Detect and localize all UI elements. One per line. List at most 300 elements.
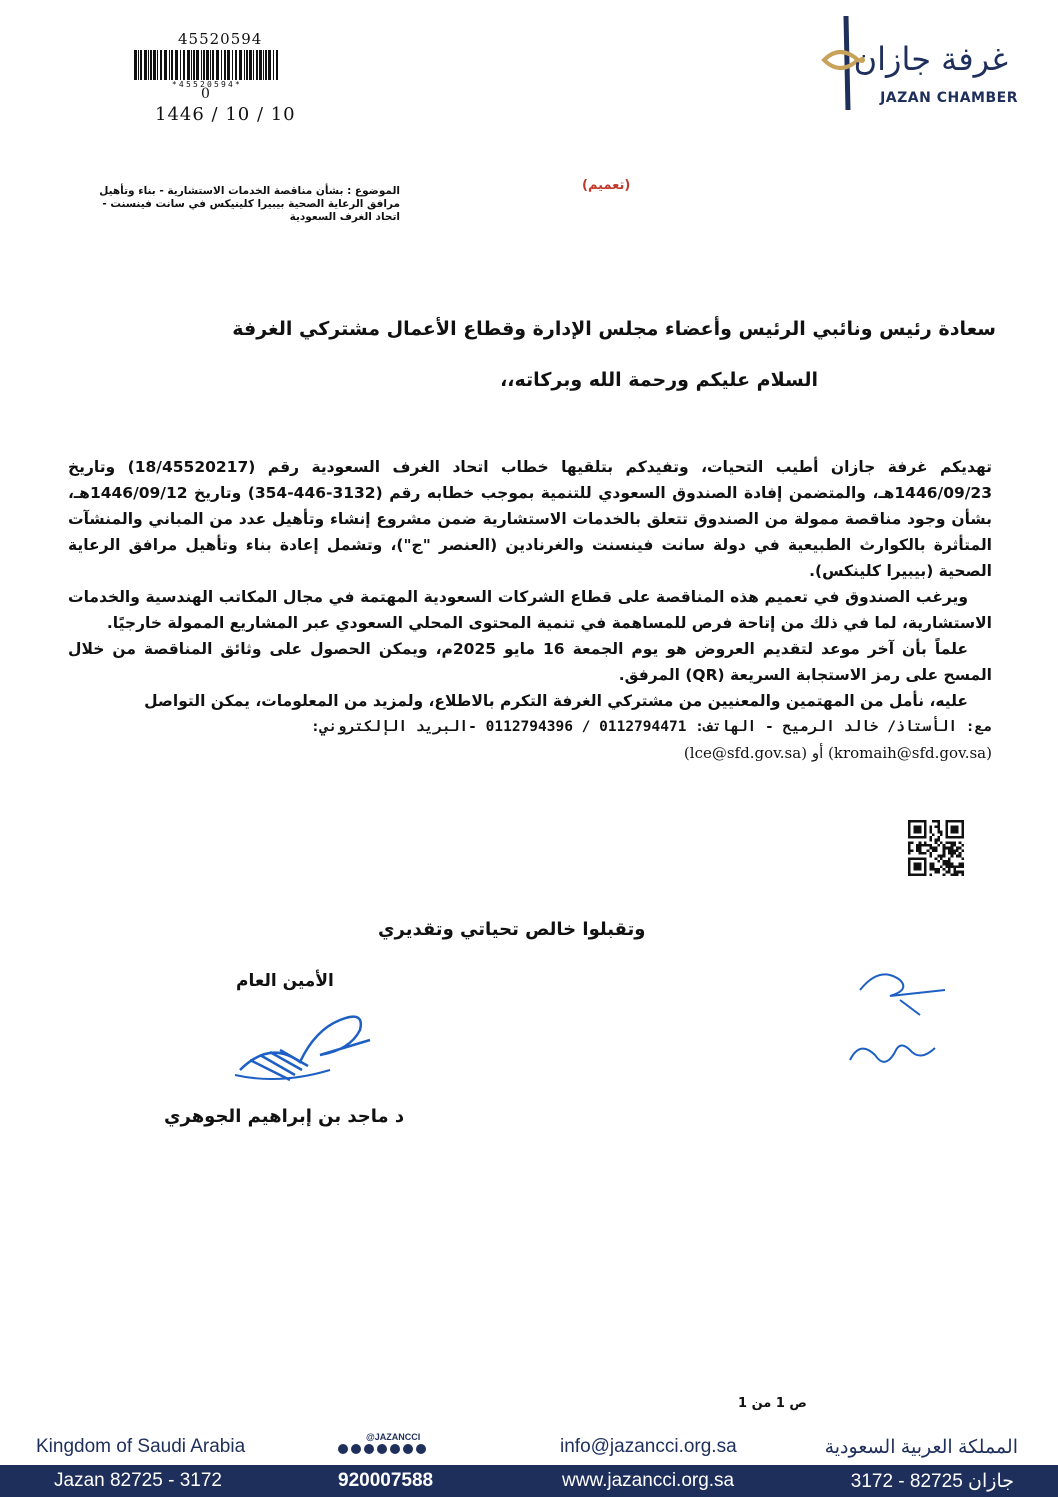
- qr-cell: [961, 825, 964, 828]
- linkedin-icon[interactable]: [416, 1444, 426, 1454]
- qr-cell: [951, 841, 954, 844]
- qr-cell: [959, 820, 962, 823]
- qr-cell: [959, 863, 962, 866]
- qr-cell: [929, 825, 932, 828]
- qr-cell: [937, 828, 940, 831]
- qr-code[interactable]: [908, 820, 964, 876]
- qr-cell: [916, 847, 919, 850]
- qr-cell: [916, 857, 919, 860]
- snapchat-icon[interactable]: [351, 1444, 361, 1454]
- qr-cell: [953, 852, 956, 855]
- qr-cell: [961, 820, 964, 823]
- qr-cell: [908, 868, 911, 871]
- qr-cell: [948, 820, 951, 823]
- qr-cell: [953, 828, 956, 831]
- qr-cell: [937, 844, 940, 847]
- qr-cell: [935, 847, 938, 850]
- qr-cell: [919, 865, 922, 868]
- addressee: سعادة رئيس ونائبي الرئيس وأعضاء مجلس الإدارة وقطاع الأعمال مشتركي الغرفة: [232, 318, 996, 340]
- qr-cell: [916, 844, 919, 847]
- barcode: [132, 50, 282, 80]
- qr-cell: [935, 849, 938, 852]
- qr-cell: [937, 820, 940, 823]
- x-icon[interactable]: [390, 1444, 400, 1454]
- subject-line: الموضوع : بشأن مناقصة الخدمات الاستشارية - بناء وتأهيل: [99, 185, 400, 197]
- qr-cell: [908, 873, 911, 876]
- qr-cell: [913, 868, 916, 871]
- facebook-icon[interactable]: [364, 1444, 374, 1454]
- qr-cell: [943, 860, 946, 863]
- qr-cell: [916, 868, 919, 871]
- subject-block: [60, 185, 400, 224]
- qr-cell: [961, 849, 964, 852]
- qr-cell: [924, 865, 927, 868]
- qr-cell: [908, 871, 911, 874]
- qr-cell: [911, 836, 914, 839]
- copy-number: 0: [201, 86, 210, 102]
- qr-cell: [945, 847, 948, 850]
- qr-cell: [951, 847, 954, 850]
- barcode-bar: [235, 50, 237, 80]
- qr-cell: [919, 849, 922, 852]
- qr-cell: [908, 831, 911, 834]
- qr-cell: [932, 849, 935, 852]
- qr-cell: [956, 836, 959, 839]
- barcode-bar: [191, 50, 192, 80]
- qr-cell: [935, 820, 938, 823]
- qr-cell: [929, 865, 932, 868]
- barcode-bar: [138, 50, 139, 80]
- subject-line: اتحاد الغرف السعودية: [289, 211, 400, 223]
- qr-cell: [959, 836, 962, 839]
- logo-english-text: JAZAN CHAMBER: [880, 90, 1018, 106]
- barcode-bar: [263, 50, 264, 80]
- qr-cell: [911, 849, 914, 852]
- qr-cell: [961, 828, 964, 831]
- qr-cell: [929, 855, 932, 858]
- qr-cell: [940, 831, 943, 834]
- qr-cell: [916, 820, 919, 823]
- qr-cell: [919, 841, 922, 844]
- qr-cell: [945, 863, 948, 866]
- jazan-chamber-logo: [818, 14, 1028, 110]
- footer-country-ar: المملكة العربية السعودية: [824, 1437, 1018, 1458]
- barcode-bar: [196, 50, 199, 80]
- qr-cell: [953, 836, 956, 839]
- hijri-date: 1446 / 10 / 10: [155, 104, 296, 125]
- barcode-bar: [232, 50, 233, 80]
- subject-line: مرافق الرعاية الصحية بيبيرا كلينيكس في سانت فينسنت -: [102, 198, 400, 210]
- qr-cell: [929, 839, 932, 842]
- barcode-bar: [148, 50, 149, 80]
- footer-contact-row: [0, 1430, 1058, 1466]
- barcode-bar: [203, 50, 205, 80]
- qr-cell: [924, 820, 927, 823]
- qr-cell: [956, 849, 959, 852]
- barcode-bar: [175, 50, 178, 80]
- qr-cell: [916, 836, 919, 839]
- qr-cell: [945, 820, 948, 823]
- qr-cell: [908, 823, 911, 826]
- qr-cell: [932, 865, 935, 868]
- qr-cell: [916, 849, 919, 852]
- page-number: ص 1 من 1: [738, 1396, 807, 1411]
- qr-cell: [951, 852, 954, 855]
- qr-cell: [953, 873, 956, 876]
- footer-social-handle[interactable]: @JAZANCCI: [366, 1432, 421, 1442]
- qr-cell: [943, 844, 946, 847]
- greeting: السلام عليكم ورحمة الله وبركاته،،: [500, 369, 818, 391]
- qr-cell: [929, 873, 932, 876]
- qr-cell: [911, 857, 914, 860]
- qr-cell: [913, 873, 916, 876]
- qr-cell: [953, 831, 956, 834]
- qr-cell: [948, 857, 951, 860]
- qr-cell: [924, 836, 927, 839]
- qr-cell: [961, 836, 964, 839]
- qr-cell: [945, 836, 948, 839]
- qr-cell: [908, 820, 911, 823]
- qr-cell: [911, 873, 914, 876]
- barcode-bar: [246, 50, 248, 80]
- barcode-bar: [206, 50, 209, 80]
- qr-cell: [951, 831, 954, 834]
- qr-cell: [959, 847, 962, 850]
- barcode-bar: [150, 50, 152, 80]
- qr-cell: [951, 844, 954, 847]
- qr-cell: [940, 857, 943, 860]
- qr-cell: [911, 820, 914, 823]
- barcode-bar: [171, 50, 173, 80]
- barcode-bar: [256, 50, 258, 80]
- qr-cell: [929, 868, 932, 871]
- qr-cell: [924, 852, 927, 855]
- barcode-bar: [187, 50, 190, 80]
- youtube-icon[interactable]: [377, 1444, 387, 1454]
- qr-cell: [919, 857, 922, 860]
- qr-cell: [913, 820, 916, 823]
- qr-cell: [919, 873, 922, 876]
- qr-cell: [921, 844, 924, 847]
- qr-cell: [948, 863, 951, 866]
- qr-cell: [961, 873, 964, 876]
- circular-label: (تعميم): [582, 178, 631, 193]
- qr-cell: [913, 836, 916, 839]
- qr-cell: [919, 825, 922, 828]
- barcode-bar: [153, 50, 156, 80]
- qr-cell: [908, 865, 911, 868]
- qr-cell: [956, 847, 959, 850]
- barcode-bar: [157, 50, 158, 80]
- qr-cell: [919, 852, 922, 855]
- qr-cell: [937, 871, 940, 874]
- qr-cell: [937, 868, 940, 871]
- barcode-bar: [180, 50, 181, 80]
- qr-cell: [919, 831, 922, 834]
- qr-cell: [948, 865, 951, 868]
- barcode-bar: [140, 50, 142, 80]
- qr-cell: [924, 825, 927, 828]
- qr-cell: [908, 852, 911, 855]
- contact-emails[interactable]: (kromaih@sfd.gov.sa) أو (lce@sfd.gov.sa): [683, 744, 992, 762]
- qr-cell: [943, 847, 946, 850]
- qr-cell: [935, 868, 938, 871]
- qr-cell: [951, 849, 954, 852]
- qr-cell: [937, 831, 940, 834]
- qr-cell: [961, 823, 964, 826]
- qr-cell: [916, 863, 919, 866]
- qr-cell: [924, 857, 927, 860]
- qr-cell: [948, 871, 951, 874]
- qr-cell: [929, 863, 932, 866]
- qr-cell: [921, 873, 924, 876]
- barcode-bar: [253, 50, 254, 80]
- qr-cell: [929, 831, 932, 834]
- social-icons: [338, 1444, 426, 1454]
- qr-cell: [951, 865, 954, 868]
- qr-cell: [951, 855, 954, 858]
- barcode-bar: [212, 50, 214, 80]
- qr-cell: [961, 833, 964, 836]
- qr-cell: [908, 836, 911, 839]
- footer-email[interactable]: info@jazancci.org.sa: [560, 1436, 737, 1457]
- qr-cell: [935, 857, 938, 860]
- qr-cell: [919, 847, 922, 850]
- qr-cell: [940, 833, 943, 836]
- qr-cell: [924, 844, 927, 847]
- barcode-bar: [210, 50, 211, 80]
- qr-cell: [913, 831, 916, 834]
- barcode-bar: [249, 50, 252, 80]
- qr-cell: [913, 857, 916, 860]
- qr-cell: [929, 828, 932, 831]
- qr-cell: [924, 873, 927, 876]
- qr-cell: [961, 863, 964, 866]
- qr-cell: [916, 825, 919, 828]
- qr-cell: [929, 847, 932, 850]
- footer-country-en: Kingdom of Saudi Arabia: [36, 1436, 246, 1457]
- qr-cell: [948, 852, 951, 855]
- footer-website[interactable]: www.jazancci.org.sa: [562, 1470, 735, 1491]
- barcode-bar: [268, 50, 271, 80]
- qr-cell: [908, 847, 911, 850]
- barcode-bar: [239, 50, 242, 80]
- qr-cell: [913, 825, 916, 828]
- qr-cell: [961, 865, 964, 868]
- instagram-icon[interactable]: [338, 1444, 348, 1454]
- qr-cell: [929, 836, 932, 839]
- qr-cell: [948, 836, 951, 839]
- qr-cell: [948, 860, 951, 863]
- barcode-bar: [144, 50, 147, 80]
- qr-cell: [945, 871, 948, 874]
- qr-cell: [924, 863, 927, 866]
- qr-cell: [937, 836, 940, 839]
- barcode-bar: [164, 50, 167, 80]
- qr-cell: [951, 828, 954, 831]
- barcode-bar: [224, 50, 226, 80]
- initials-signature: [840, 960, 960, 1080]
- qr-cell: [959, 865, 962, 868]
- qr-cell: [932, 833, 935, 836]
- qr-cell: [948, 841, 951, 844]
- qr-cell: [919, 863, 922, 866]
- qr-cell: [953, 865, 956, 868]
- qr-cell: [956, 871, 959, 874]
- qr-cell: [940, 865, 943, 868]
- qr-cell: [937, 825, 940, 828]
- qr-cell: [940, 841, 943, 844]
- qr-cell: [916, 873, 919, 876]
- qr-cell: [919, 828, 922, 831]
- qr-cell: [932, 847, 935, 850]
- qr-cell: [961, 844, 964, 847]
- qr-cell: [943, 863, 946, 866]
- qr-cell: [921, 857, 924, 860]
- qr-cell: [916, 831, 919, 834]
- qr-cell: [937, 855, 940, 858]
- qr-cell: [908, 844, 911, 847]
- qr-cell: [945, 823, 948, 826]
- signatory-title: الأمين العام: [236, 971, 334, 991]
- qr-cell: [927, 849, 930, 852]
- qr-cell: [919, 820, 922, 823]
- barcode-digits: *45520594*: [171, 80, 243, 89]
- qr-cell: [924, 841, 927, 844]
- qr-cell: [937, 839, 940, 842]
- qr-cell: [921, 820, 924, 823]
- qr-cell: [916, 865, 919, 868]
- qr-cell: [932, 820, 935, 823]
- qr-cell: [959, 871, 962, 874]
- qr-cell: [953, 825, 956, 828]
- footer-bar: [0, 1465, 1058, 1497]
- barcode-bar: [193, 50, 195, 80]
- qr-cell: [951, 836, 954, 839]
- qr-cell: [959, 855, 962, 858]
- qr-cell: [943, 855, 946, 858]
- qr-cell: [924, 871, 927, 874]
- qr-cell: [953, 871, 956, 874]
- qr-cell: [953, 841, 956, 844]
- qr-cell: [924, 833, 927, 836]
- tiktok-icon[interactable]: [403, 1444, 413, 1454]
- qr-cell: [935, 825, 938, 828]
- qr-cell: [924, 831, 927, 834]
- qr-cell: [908, 860, 911, 863]
- qr-cell: [908, 833, 911, 836]
- qr-cell: [937, 823, 940, 826]
- qr-cell: [932, 863, 935, 866]
- qr-cell: [953, 844, 956, 847]
- qr-cell: [929, 852, 932, 855]
- qr-cell: [943, 873, 946, 876]
- barcode-bar: [244, 50, 245, 80]
- qr-cell: [948, 868, 951, 871]
- barcode-bar: [273, 50, 274, 80]
- qr-cell: [945, 860, 948, 863]
- secretary-general-signature: [230, 1000, 380, 1095]
- qr-cell: [956, 873, 959, 876]
- qr-cell: [908, 841, 911, 844]
- qr-cell: [948, 847, 951, 850]
- qr-cell: [908, 825, 911, 828]
- qr-cell: [919, 844, 922, 847]
- qr-cell: [924, 868, 927, 871]
- qr-cell: [924, 823, 927, 826]
- qr-cell: [908, 828, 911, 831]
- barcode-bar: [221, 50, 222, 80]
- barcode-bar: [134, 50, 137, 80]
- qr-cell: [959, 841, 962, 844]
- qr-cell: [908, 863, 911, 866]
- qr-cell: [956, 865, 959, 868]
- qr-cell: [943, 849, 946, 852]
- qr-cell: [943, 852, 946, 855]
- qr-cell: [959, 852, 962, 855]
- qr-cell: [919, 868, 922, 871]
- qr-cell: [935, 841, 938, 844]
- qr-cell: [945, 831, 948, 834]
- barcode-bar: [169, 50, 170, 80]
- qr-cell: [945, 865, 948, 868]
- qr-cell: [945, 841, 948, 844]
- qr-cell: [951, 825, 954, 828]
- qr-cell: [945, 825, 948, 828]
- qr-cell: [953, 820, 956, 823]
- qr-cell: [953, 849, 956, 852]
- qr-cell: [932, 868, 935, 871]
- qr-cell: [956, 828, 959, 831]
- letter-body: [68, 454, 992, 766]
- barcode-bar: [265, 50, 267, 80]
- reference-number: 45520594: [178, 30, 263, 48]
- body-paragraph: علماً بأن آخر موعد لتقديم العروض هو يوم الجمعة 16 مايو 2025م، ويمكن الحصول على وثائق المناقصة من خلال المسح على رمز الاستجابة السريعة (QR) المرفق.: [68, 640, 992, 684]
- qr-cell: [935, 871, 938, 874]
- qr-cell: [956, 831, 959, 834]
- qr-cell: [951, 820, 954, 823]
- qr-cell: [908, 849, 911, 852]
- qr-cell: [956, 855, 959, 858]
- signatory-name: د ماجد بن إبراهيم الجوهري: [164, 1106, 405, 1127]
- qr-cell: [945, 833, 948, 836]
- qr-cell: [945, 828, 948, 831]
- qr-cell: [921, 836, 924, 839]
- qr-cell: [921, 852, 924, 855]
- barcode-bar: [276, 50, 278, 80]
- qr-cell: [919, 836, 922, 839]
- qr-cell: [961, 871, 964, 874]
- qr-cell: [916, 828, 919, 831]
- qr-cell: [940, 855, 943, 858]
- qr-cell: [951, 863, 954, 866]
- closing-line: وتقبلوا خالص تحياتي وتقديري: [378, 919, 646, 940]
- qr-cell: [961, 831, 964, 834]
- body-paragraph: ويرغب الصندوق في تعميم هذه المناقصة على قطاع الشركات السعودية المهتمة في مجال المكاتب الهندسية والخدمات الاستشارية، لما في ذلك من إتاحة فرص للمساهمة في تنمية المحتوى المحلي السعودي عبر المشاريع الممولة خارجيًا.: [68, 588, 992, 632]
- qr-cell: [913, 863, 916, 866]
- footer-address-en: Jazan 82725 - 3172: [54, 1470, 222, 1491]
- qr-cell: [961, 857, 964, 860]
- body-paragraph: عليه، نأمل من المهتمين والمعنيين من مشتركي الغرفة التكرم بالاطلاع، ولمزيد من المعلومات، يمكن التواصل: [144, 692, 968, 710]
- barcode-bar: [160, 50, 162, 80]
- qr-cell: [951, 873, 954, 876]
- footer-phone[interactable]: 920007588: [338, 1470, 434, 1491]
- qr-cell: [935, 839, 938, 842]
- footer-address-ar: جازان 82725 - 3172: [850, 1471, 1014, 1492]
- contact-line: مع: الأستاذ/ خالد الرميح - الهاتف: 0112794471 / 0112794396 -البريد الإلكتروني:: [311, 719, 992, 735]
- qr-cell: [913, 865, 916, 868]
- qr-cell: [913, 828, 916, 831]
